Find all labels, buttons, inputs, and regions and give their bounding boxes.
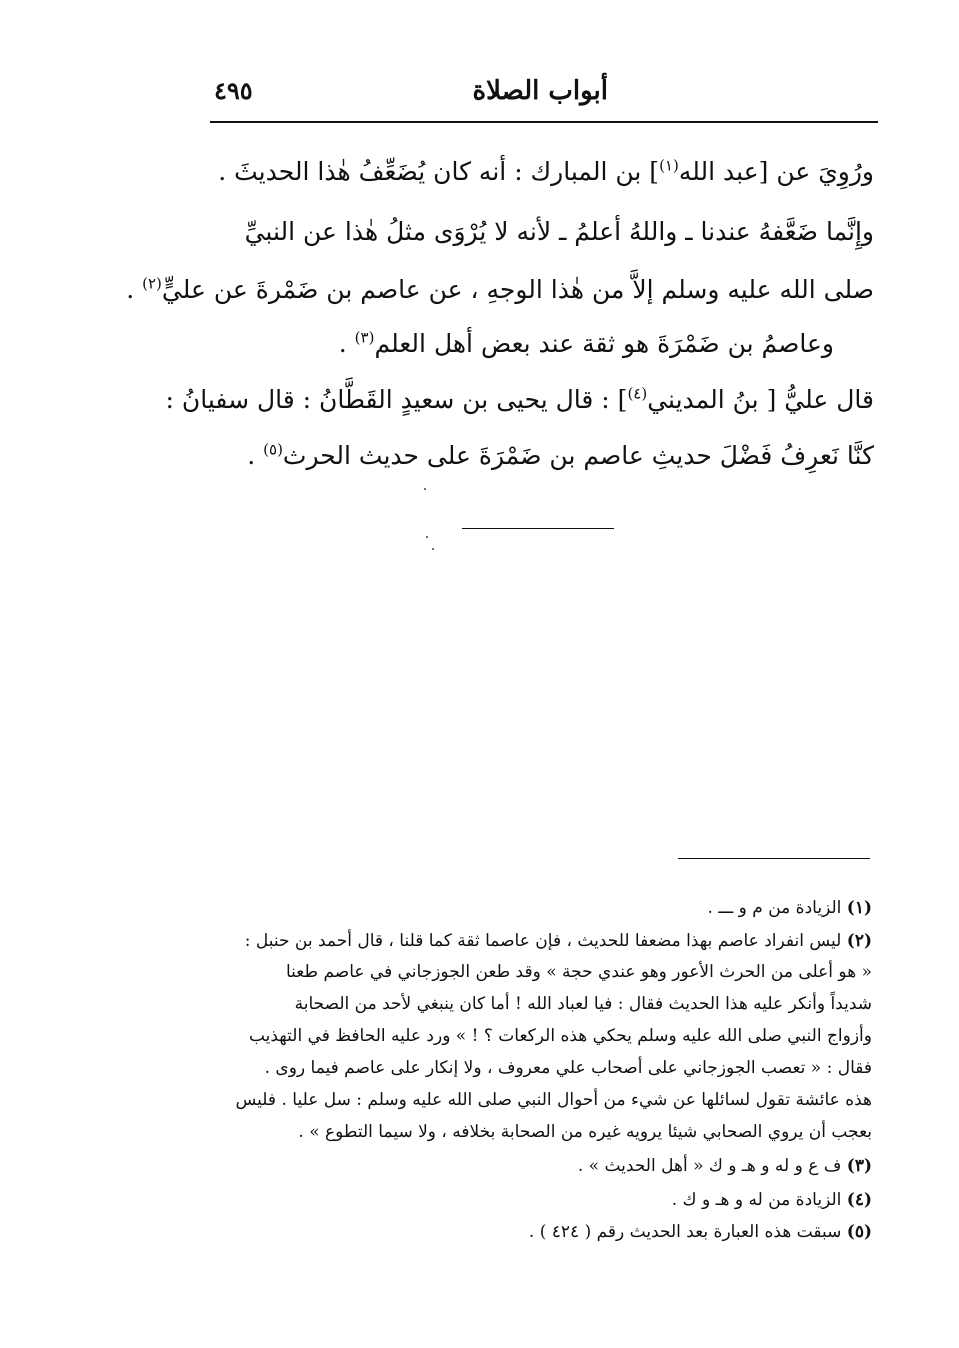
main-line-3 [126,270,874,310]
main-text-fragment: ] : قال يحيى بن سعيدٍ القَطَّانُ : قال سفيانُ : [165,385,628,414]
main-text-fragment: . [126,275,143,304]
footnote-5 [529,1217,872,1247]
scan-speck [432,548,434,550]
footnote-2-line-4 [249,1021,872,1051]
footnote-text: ف ع و له و هـ و ك « أهل الحديث » . [577,1156,842,1176]
footnote-number: (١) [846,898,872,918]
main-line-6 [247,436,874,476]
main-text-fragment: كنَّا نَعرِفُ فَضْلَ حديثِ عاصم بن ضَمْرَةَ على حديث الحرث [282,441,874,470]
page-number: ٤٩٥ [214,76,253,105]
footnote-text: شديداً وأنكر عليه هذا الحديث فقال : فيا لعباد الله ! أما كان ينبغي لأحد من الصحابة [294,994,872,1014]
section-end-rule [462,528,614,529]
footnote-ref-5: (٥) [263,440,283,459]
footnote-2-line-7 [298,1117,872,1147]
footnote-ref-4: (٤) [627,384,648,403]
footnote-text: الزيادة من م و ـــ . [707,898,842,918]
footnote-ref-2: (٢) [142,274,162,293]
footnote-text: ليس انفراد عاصم بهذا مضعفا للحديث ، فإن عاصما ثقة كما قلنا ، قال أحمد بن حنبل : [244,931,842,951]
main-text-fragment: صلى الله عليه وسلم إلاَّ من هٰذا الوجهِ ، عن عاصم بن ضَمْرةَ عن عليٍّ [161,275,874,304]
main-text-fragment: وعاصمُ بن ضَمْرَةَ هو ثقة عند بعض أهل العلم [374,329,834,358]
main-text-fragment: . [338,329,355,358]
footnote-text: سبقت هذه العبارة بعد الحديث رقم ( ٤٢٤ ) . [528,1222,842,1242]
footnote-number: (٣) [846,1156,872,1176]
scan-speck [426,536,428,538]
footnote-text: بعجب أن يروي الصحابي شيئا يرويه غيره من الصحابة بخلافه ، ولا سيما التطوع » . [298,1122,872,1142]
footnote-text: وأزواج النبي صلى الله عليه وسلم يحكي هذه الركعات ؟ ! » ورد عليه الحافظ في التهذيب [248,1026,872,1046]
footnote-2-line-3 [295,989,872,1019]
footnote-number: (٤) [846,1190,872,1210]
running-header [210,72,878,118]
footnote-text: هذه عائشة تقول لسائلها عن شيء من أحوال النبي صلى الله عليه وسلم : سل عليا . فليس [235,1090,872,1110]
footnote-2-line-2 [286,957,872,987]
footnote-4 [672,1185,872,1215]
chapter-title: أبواب الصلاة [472,76,608,106]
footnote-3 [578,1151,872,1181]
main-text-fragment: ] بن المبارك : أنه كان يُضَعِّفُ هٰذا الحديثَ . [218,157,660,186]
scan-speck [424,488,426,490]
footnote-2-line-5 [265,1053,872,1083]
footnote-number: (٢) [846,931,872,951]
main-line-1 [218,152,874,192]
main-line-5 [166,380,874,420]
footnote-text: فقال : « تعصب الجوزجاني على أصحاب علي معروف ، ولا إنكار على عاصم فيما روى . [264,1058,872,1078]
main-text-fragment: . [247,441,264,470]
footnote-number: (٥) [846,1222,872,1242]
header-rule [210,121,878,123]
footnote-ref-1: (١) [659,156,679,175]
footnote-text: الزيادة من له و هـ و ك . [671,1190,842,1210]
footnote-ref-3: (٣) [354,328,375,347]
footnote-text: « هو أعلى من الحرث الأعور وهو عندي حجة » وقد طعن الجوزجاني في عاصم طعنا [286,962,872,982]
main-line-2 [245,212,874,252]
main-line-4 [339,324,834,364]
footnote-2-line-6 [236,1085,873,1115]
main-text-fragment: ورُوِيَ عن [عبد الله [678,157,874,186]
footnote-1 [708,893,872,923]
footnote-rule [678,858,870,859]
main-text-fragment: قال عليُّ [ بنُ المديني [647,385,874,414]
main-text-fragment: وإِنَّما ضَعَّفهُ عندنا ـ واللهُ أعلمُ ـ لأنه لا يُرْوَى مثلُ هٰذا عن النبيِّ [244,217,874,246]
footnote-2 [245,926,872,956]
